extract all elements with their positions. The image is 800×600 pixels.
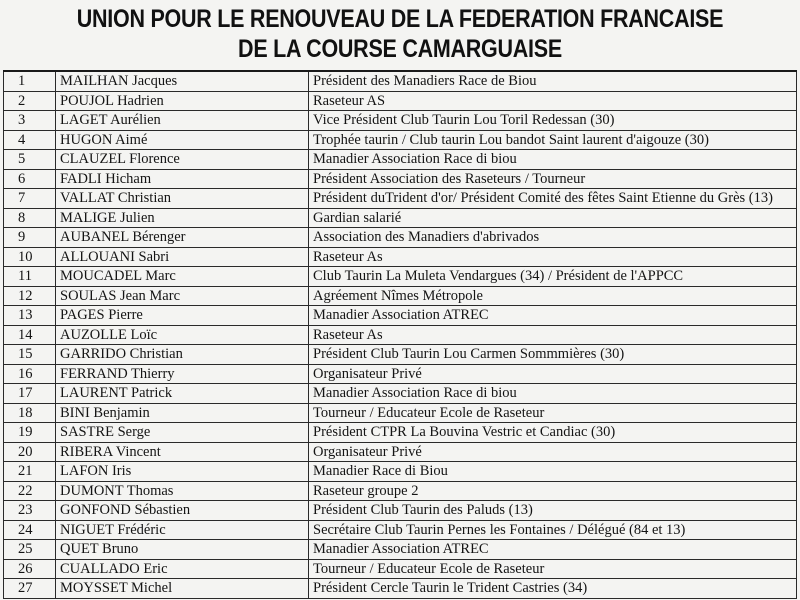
member-role: Raseteur groupe 2 bbox=[309, 481, 797, 501]
table-row bbox=[4, 267, 797, 287]
table-row bbox=[4, 501, 797, 521]
row-number: 11 bbox=[4, 267, 56, 287]
row-number: 27 bbox=[4, 579, 56, 599]
member-name: FADLI Hicham bbox=[56, 169, 309, 189]
member-role: Organisateur Privé bbox=[309, 364, 797, 384]
row-number: 14 bbox=[4, 325, 56, 345]
table-row bbox=[4, 325, 797, 345]
member-name: MOUCADEL Marc bbox=[56, 267, 309, 287]
table-row bbox=[4, 150, 797, 170]
member-role: Président duTrident d'or/ Président Comité des fêtes Saint Etienne du Grès (13) bbox=[309, 189, 797, 209]
member-role: Manadier Race di Biou bbox=[309, 462, 797, 482]
member-role: Gardian salarié bbox=[309, 208, 797, 228]
table-row bbox=[4, 579, 797, 599]
row-number: 9 bbox=[4, 228, 56, 248]
row-number: 8 bbox=[4, 208, 56, 228]
document-title bbox=[56, 4, 744, 64]
member-role: Tourneur / Educateur Ecole de Raseteur bbox=[309, 559, 797, 579]
member-name: LAGET Aurélien bbox=[56, 111, 309, 131]
member-name: SOULAS Jean Marc bbox=[56, 286, 309, 306]
row-number: 17 bbox=[4, 384, 56, 404]
member-name: DUMONT Thomas bbox=[56, 481, 309, 501]
member-name: ALLOUANI Sabri bbox=[56, 247, 309, 267]
member-role: Agréement Nîmes Métropole bbox=[309, 286, 797, 306]
member-name: VALLAT Christian bbox=[56, 189, 309, 209]
member-role: Trophée taurin / Club taurin Lou bandot Saint laurent d'aigouze (30) bbox=[309, 130, 797, 150]
table-row bbox=[4, 286, 797, 306]
member-name: CLAUZEL Florence bbox=[56, 150, 309, 170]
title-line-2: DE LA COURSE CAMARGUAISE bbox=[238, 35, 562, 63]
row-number: 24 bbox=[4, 520, 56, 540]
member-role: Manadier Association ATREC bbox=[309, 540, 797, 560]
table-row bbox=[4, 228, 797, 248]
member-role: Manadier Association ATREC bbox=[309, 306, 797, 326]
table-row bbox=[4, 520, 797, 540]
row-number: 6 bbox=[4, 169, 56, 189]
member-role: Président CTPR La Bouvina Vestric et Candiac (30) bbox=[309, 423, 797, 443]
member-name: FERRAND Thierry bbox=[56, 364, 309, 384]
members-table-body bbox=[4, 71, 797, 598]
table-row bbox=[4, 91, 797, 111]
member-name: PAGES Pierre bbox=[56, 306, 309, 326]
table-row bbox=[4, 481, 797, 501]
member-role: Manadier Association Race di biou bbox=[309, 384, 797, 404]
member-role: Vice Président Club Taurin Lou Toril Redessan (30) bbox=[309, 111, 797, 131]
member-role: Raseteur As bbox=[309, 325, 797, 345]
member-role: Association des Manadiers d'abrivados bbox=[309, 228, 797, 248]
member-name: RIBERA Vincent bbox=[56, 442, 309, 462]
table-row bbox=[4, 130, 797, 150]
table-row bbox=[4, 364, 797, 384]
member-name: GONFOND Sébastien bbox=[56, 501, 309, 521]
member-name: LAURENT Patrick bbox=[56, 384, 309, 404]
table-row bbox=[4, 169, 797, 189]
members-table-container bbox=[3, 70, 797, 599]
members-table bbox=[3, 70, 797, 599]
member-name: CUALLADO Eric bbox=[56, 559, 309, 579]
member-name: NIGUET Frédéric bbox=[56, 520, 309, 540]
row-number: 20 bbox=[4, 442, 56, 462]
member-name: SASTRE Serge bbox=[56, 423, 309, 443]
member-role: Président Club Taurin des Paluds (13) bbox=[309, 501, 797, 521]
member-role: Président Cercle Taurin le Trident Castries (34) bbox=[309, 579, 797, 599]
table-row bbox=[4, 111, 797, 131]
row-number: 18 bbox=[4, 403, 56, 423]
table-row bbox=[4, 384, 797, 404]
member-name: MOYSSET Michel bbox=[56, 579, 309, 599]
member-role: Président Association des Raseteurs / Tourneur bbox=[309, 169, 797, 189]
member-name: QUET Bruno bbox=[56, 540, 309, 560]
table-row bbox=[4, 71, 797, 91]
member-name: AUZOLLE Loïc bbox=[56, 325, 309, 345]
row-number: 19 bbox=[4, 423, 56, 443]
row-number: 5 bbox=[4, 150, 56, 170]
row-number: 25 bbox=[4, 540, 56, 560]
member-role: Président des Manadiers Race de Biou bbox=[309, 71, 797, 91]
member-name: LAFON Iris bbox=[56, 462, 309, 482]
row-number: 12 bbox=[4, 286, 56, 306]
member-role: Organisateur Privé bbox=[309, 442, 797, 462]
member-name: POUJOL Hadrien bbox=[56, 91, 309, 111]
member-name: GARRIDO Christian bbox=[56, 345, 309, 365]
table-row bbox=[4, 345, 797, 365]
member-role: Président Club Taurin Lou Carmen Sommmières (30) bbox=[309, 345, 797, 365]
member-name: MAILHAN Jacques bbox=[56, 71, 309, 91]
member-name: MALIGE Julien bbox=[56, 208, 309, 228]
member-name: AUBANEL Bérenger bbox=[56, 228, 309, 248]
table-row bbox=[4, 403, 797, 423]
table-row bbox=[4, 208, 797, 228]
row-number: 4 bbox=[4, 130, 56, 150]
row-number: 16 bbox=[4, 364, 56, 384]
table-row bbox=[4, 306, 797, 326]
row-number: 21 bbox=[4, 462, 56, 482]
table-row bbox=[4, 559, 797, 579]
row-number: 22 bbox=[4, 481, 56, 501]
row-number: 23 bbox=[4, 501, 56, 521]
member-role: Manadier Association Race di biou bbox=[309, 150, 797, 170]
row-number: 13 bbox=[4, 306, 56, 326]
table-row bbox=[4, 247, 797, 267]
member-role: Tourneur / Educateur Ecole de Raseteur bbox=[309, 403, 797, 423]
row-number: 10 bbox=[4, 247, 56, 267]
member-name: HUGON Aimé bbox=[56, 130, 309, 150]
title-line-1: UNION POUR LE RENOUVEAU DE LA FEDERATION FRANCAISE bbox=[76, 5, 724, 33]
row-number: 7 bbox=[4, 189, 56, 209]
member-role: Raseteur AS bbox=[309, 91, 797, 111]
row-number: 3 bbox=[4, 111, 56, 131]
table-row bbox=[4, 189, 797, 209]
member-name: BINI Benjamin bbox=[56, 403, 309, 423]
row-number: 15 bbox=[4, 345, 56, 365]
row-number: 26 bbox=[4, 559, 56, 579]
row-number: 1 bbox=[4, 71, 56, 91]
member-role: Raseteur As bbox=[309, 247, 797, 267]
table-row bbox=[4, 423, 797, 443]
table-row bbox=[4, 442, 797, 462]
row-number: 2 bbox=[4, 91, 56, 111]
table-row bbox=[4, 540, 797, 560]
member-role: Secrétaire Club Taurin Pernes les Fontaines / Délégué (84 et 13) bbox=[309, 520, 797, 540]
member-role: Club Taurin La Muleta Vendargues (34) / Président de l'APPCC bbox=[309, 267, 797, 287]
table-row bbox=[4, 462, 797, 482]
